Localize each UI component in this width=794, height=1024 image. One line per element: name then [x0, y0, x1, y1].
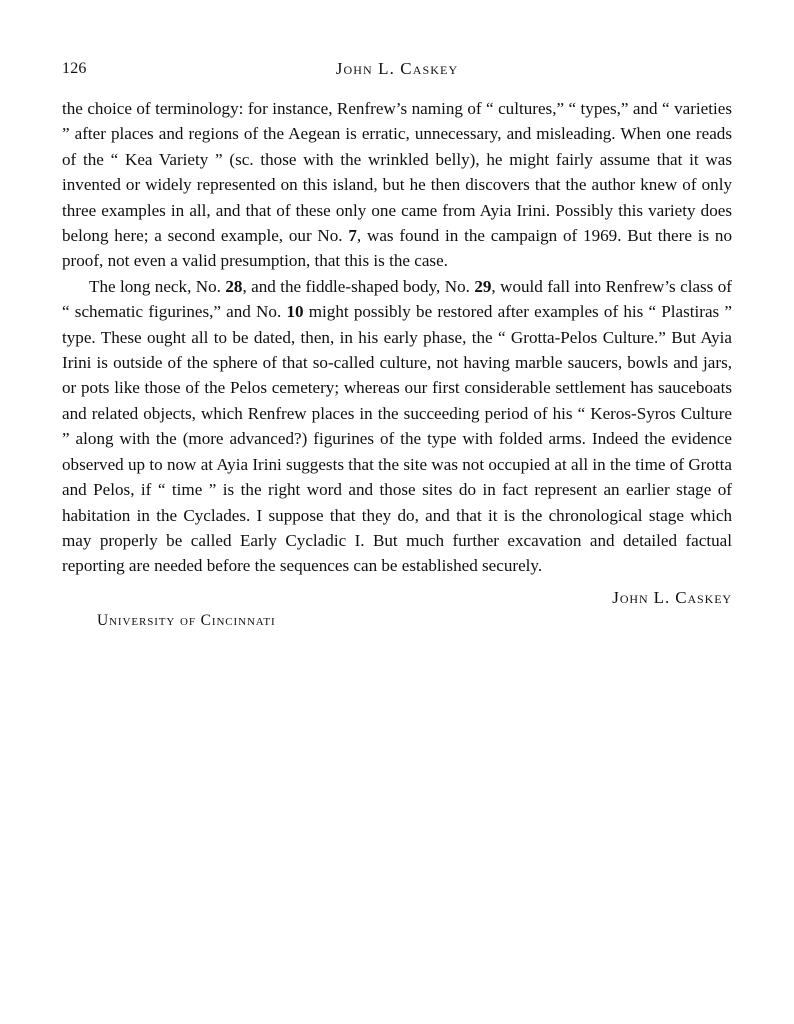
page-header [62, 58, 732, 80]
paragraph: the choice of terminology: for instance, Renfrew’s naming of “ cultures,” “ types,” and “ varieties ” after places and regions of the Aegean is erratic, unnecessary, and misleading. When one reads of the “ Kea Variety ” (sc. those with the wrinkled belly), he might fairly assume that it was invented or widely represented on this island, but he then discovers that the author knew of only three examples in all, and that of these only one came from Ayia Irini. Possibly this variety does belong here; a second example, our No. 7, was found in the campaign of 1969. But there is no proof, not even a valid presumption, that this is the case. [62, 99, 732, 271]
page-number: 126 [62, 60, 87, 77]
author-affiliation: University of Cincinnati [97, 612, 276, 629]
catalogue-number: 29 [474, 276, 492, 296]
author-signature: John L. Caskey [612, 588, 732, 607]
catalogue-number: 10 [286, 302, 304, 322]
article-body [62, 96, 732, 579]
running-head: John L. Caskey [335, 59, 459, 78]
signature-block [62, 588, 732, 614]
catalogue-number: 7 [348, 226, 357, 246]
paragraph: The long neck, No. 28, and the fiddle-shaped body, No. 29, would fall into Renfrew’s class of “ schematic figurines,” and No. 10 might possibly be restored after examples of his “ Plastiras ” type. These ought all to be dated, then, in his early phase, the “ Grotta-Pelos Culture.” But Ayia Irini is outside of the sphere of that so-called culture, not having marble saucers, bowls and jars, or pots like those of the Pelos cemetery; whereas our first considerable settlement has sauceboats and related objects, which Renfrew places in the succeeding period of his “ Keros-Syros Culture ” along with the (more advanced?) figurines of the type with folded arms. Indeed the evidence observed up to now at Ayia Irini suggests that the site was not occupied at all in the time of Grotta and Pelos, if “ time ” is the right word and those sites do in fact represent an earlier stage of habitation in the Cyclades. I suppose that they do, and that it is the chronological stage which may properly be called Early Cycladic I. But much further excavation and detailed factual reporting are needed before the sequences can be established securely. [62, 276, 733, 576]
catalogue-number: 28 [225, 276, 243, 296]
